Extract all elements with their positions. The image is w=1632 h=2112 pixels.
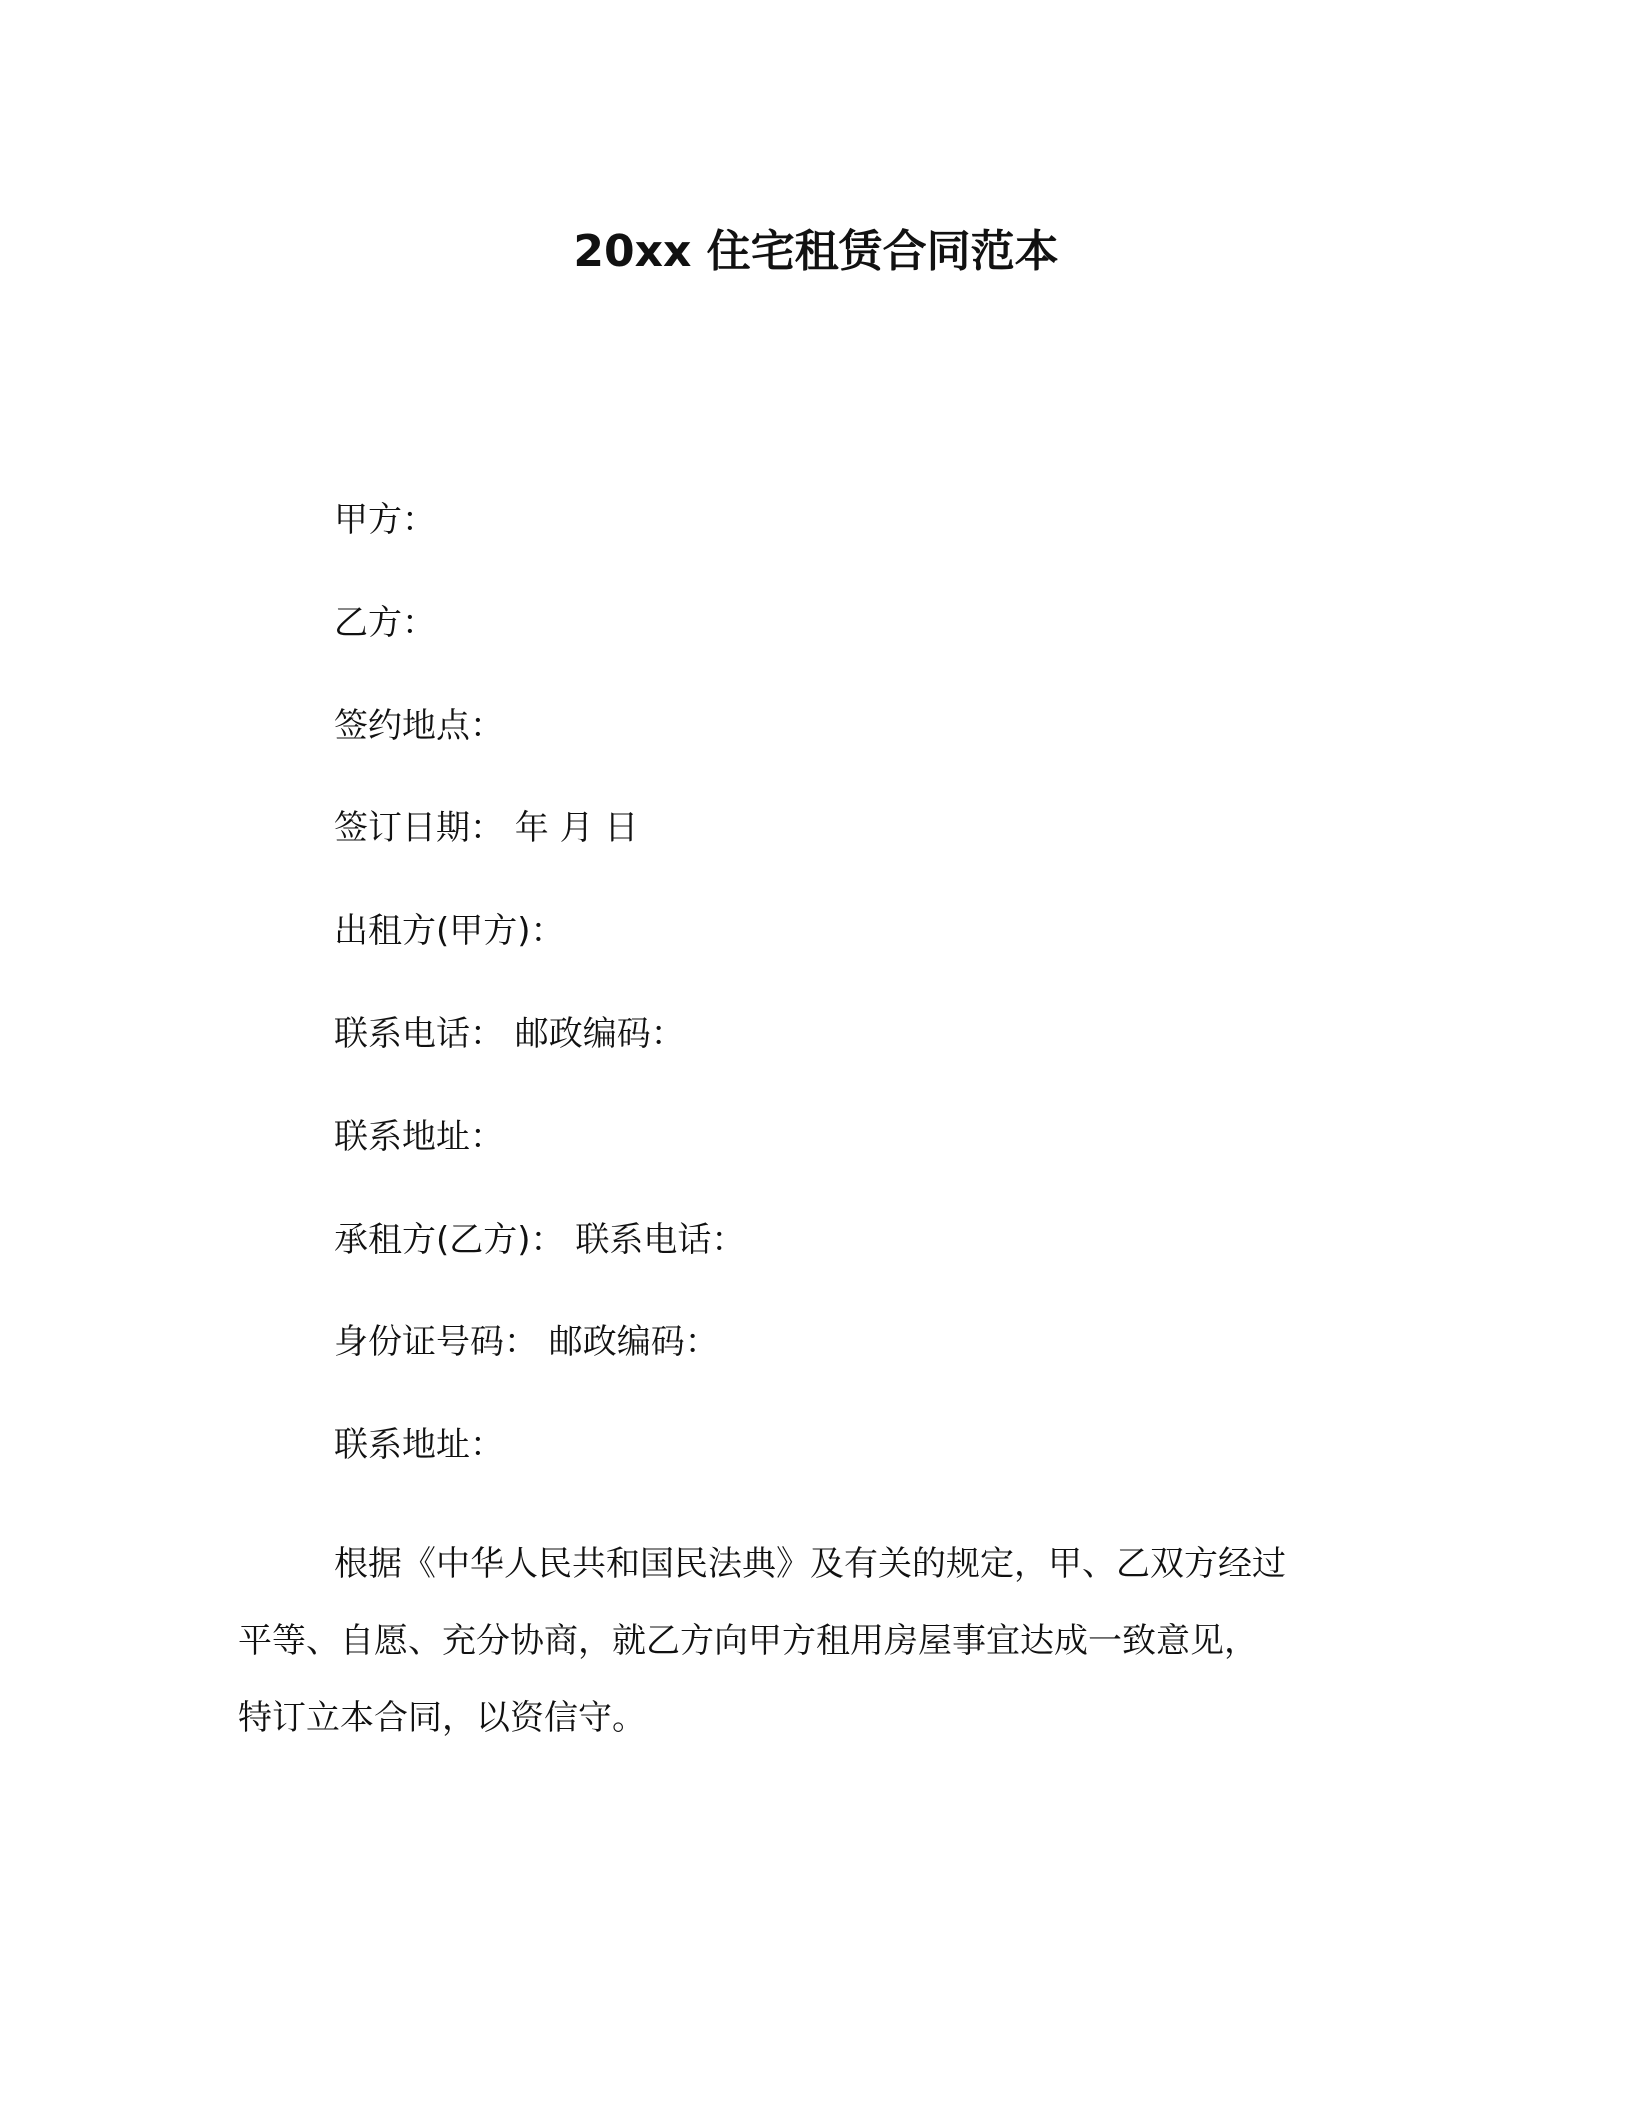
field-lessor-phone-postcode: 联系电话： 邮政编码： xyxy=(334,1014,685,1054)
field-lessor: 出租方(甲方)： xyxy=(334,911,565,951)
paragraph-line: 根据《中华人民共和国民法典》及有关的规定，甲、乙双方经过 xyxy=(334,1544,1286,1584)
field-signing-date: 签订日期： 年 月 日 xyxy=(334,808,639,848)
paragraph-line: 平等、自愿、充分协商，就乙方向甲方租用房屋事宜达成一致意见， xyxy=(238,1621,1258,1661)
field-lessee-id-postcode: 身份证号码： 邮政编码： xyxy=(334,1322,719,1362)
document-title: 20xx 住宅租赁合同范本 xyxy=(573,226,1059,277)
field-party-a: 甲方： xyxy=(334,500,436,540)
field-signing-place: 签约地点： xyxy=(334,706,504,746)
field-party-b: 乙方： xyxy=(334,603,436,643)
field-lessee-phone: 承租方(乙方)： 联系电话： xyxy=(334,1220,746,1260)
contract-intro-paragraph xyxy=(238,1526,1388,1757)
field-lessee-address: 联系地址： xyxy=(334,1425,504,1465)
paragraph-line: 特订立本合同，以资信守。 xyxy=(238,1698,646,1738)
field-lessor-address: 联系地址： xyxy=(334,1117,504,1157)
